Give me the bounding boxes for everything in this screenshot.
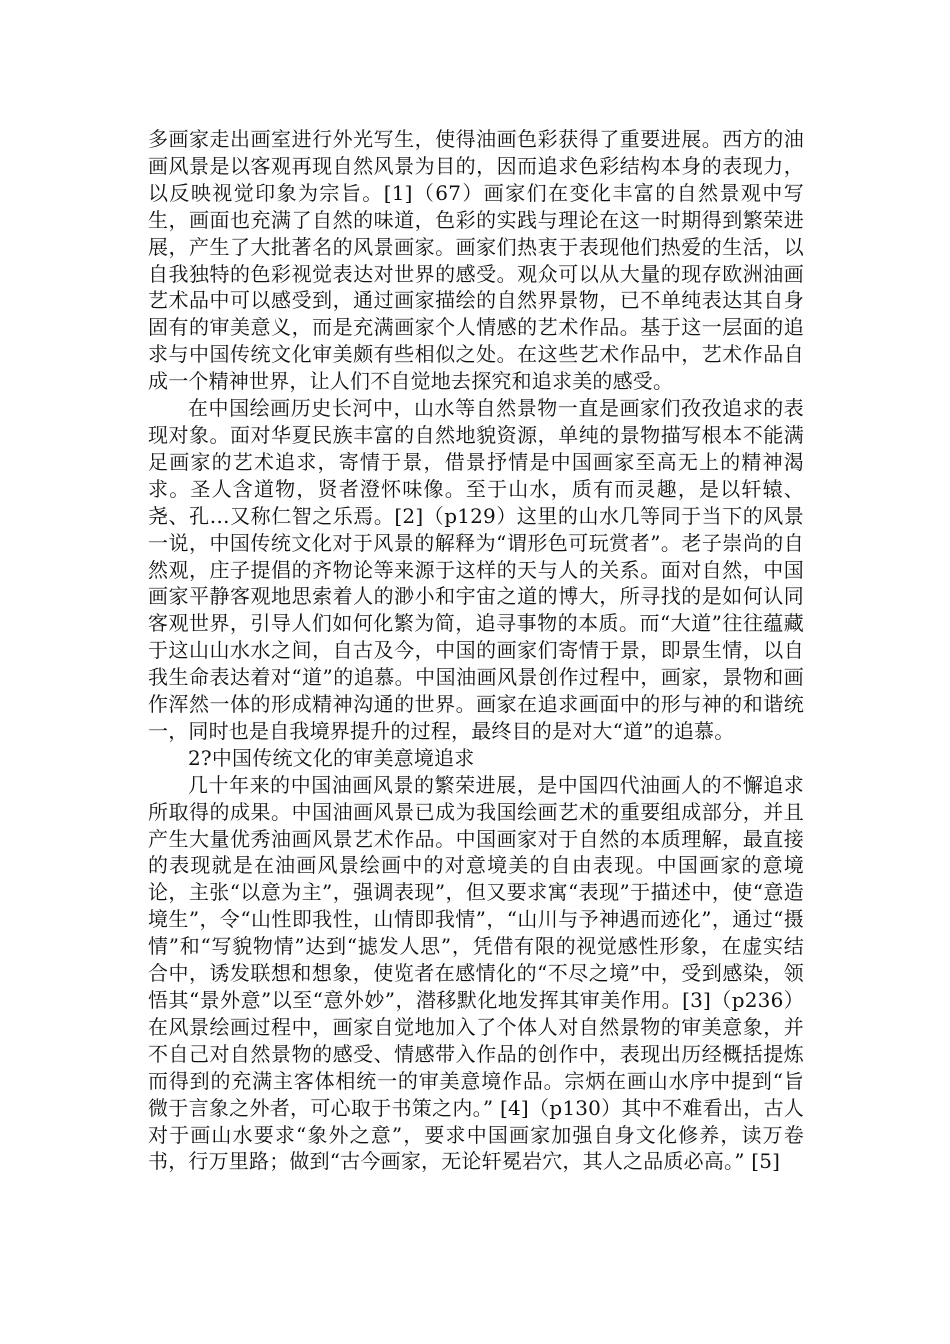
document-page: [148, 126, 804, 1175]
paragraph-2: 在中国绘画历史长河中，山水等自然景物一直是画家们孜孜追求的表现对象。面对华夏民族丰富的自然地貌资源，单纯的景物描写根本不能满足画家的艺术追求，寄情于景，借景抒情是中国画家至高无上的精神渴求。圣人含道物，贤者澄怀味像。至于山水，质有而灵趣，是以轩辕、尧、孔…又称仁智之乐焉。[2]（p129）这里的山水几等同于当下的风景一说，中国传统文化对于风景的解释为“谓形色可玩赏者”。老子崇尚的自然观，庄子提倡的齐物论等来源于这样的天与人的关系。面对自然，中国画家平静客观地思索着人的渺小和宇宙之道的博大，所寻找的是如何认同客观世界，引导人们如何化繁为简，追寻事物的本质。而“大道”往往蕴藏于这山山水水之间，自古及今，中国的画家们寄情于景，即景生情，以自我生命表达着对“道”的追慕。中国油画风景创作过程中，画家，景物和画作浑然一体的形成精神沟通的世界。画家在追求画面中的形与神的和谐统一，同时也是自我境界提升的过程，最终目的是对大“道”的追慕。: [148, 396, 804, 743]
paragraph-1: 多画家走出画室进行外光写生，使得油画色彩获得了重要进展。西方的油画风景是以客观再现自然风景为目的，因而追求色彩结构本身的表现力， 以反映视觉印象为宗旨。[1]（67）画家们在变化丰富的自然景观中写生，画面也充满了自然的味道，色彩的实践与理论在这一时期得到繁荣进展，产生了大批著名的风景画家。画家们热衷于表现他们热爱的生活，以自我独特的色彩视觉表达对世界的感受。观众可以从大量的现存欧洲油画艺术品中可以感受到，通过画家描绘的自然界景物，已不单纯表达其自身固有的审美意义，而是充满画家个人情感的艺术作品。基于这一层面的追求与中国传统文化审美颇有些相似之处。在这些艺术作品中，艺术作品自成一个精神世界，让人们不自觉地去探究和追求美的感受。: [148, 127, 804, 394]
paragraph-3: 几十年来的中国油画风景的繁荣进展，是中国四代油画人的不懈追求所取得的成果。中国油画风景已成为我国绘画艺术的重要组成部分，并且产生大量优秀油画风景艺术作品。中国画家对于自然的本质理解，最直接的表现就是在油画风景绘画中的对意境美的自由表现。中国画家的意境论，主张“以意为主”，强调表现”，但又要求寓“表现”于描述中，使“意造境生”，令“山性即我性，山情即我情”，“山川与予神遇而迹化”，通过“摄情”和“写貌物情”达到“摅发人思”，凭借有限的视觉感性形象，在虚实结合中，诱发联想和想象，使览者在感情化的“不尽之境”中，受到感染，领悟其“景外意”以至“意外妙”，潜移默化地发挥其审美作用。[3]（p236）在风景绘画过程中，画家自觉地加入了个体人对自然景物的审美意象，并不自己对自然景物的感受、情感带入作品的创作中，表现出历经概括提炼而得到的充满主客体相统一的审美意境作品。宗炳在画山水序中提到“旨微于言象之外者，可心取于书策之内。” [4]（p130）其中不难看出，古人对于画山水要求“象外之意”，要求中国画家加强自身文化修养，读万卷书，行万里路；做到“古今画家，无论轩冕岩穴，其人之品质必高。” [5]: [148, 772, 804, 1174]
section-heading: 2?中国传统文化的审美意境追求: [188, 745, 475, 770]
